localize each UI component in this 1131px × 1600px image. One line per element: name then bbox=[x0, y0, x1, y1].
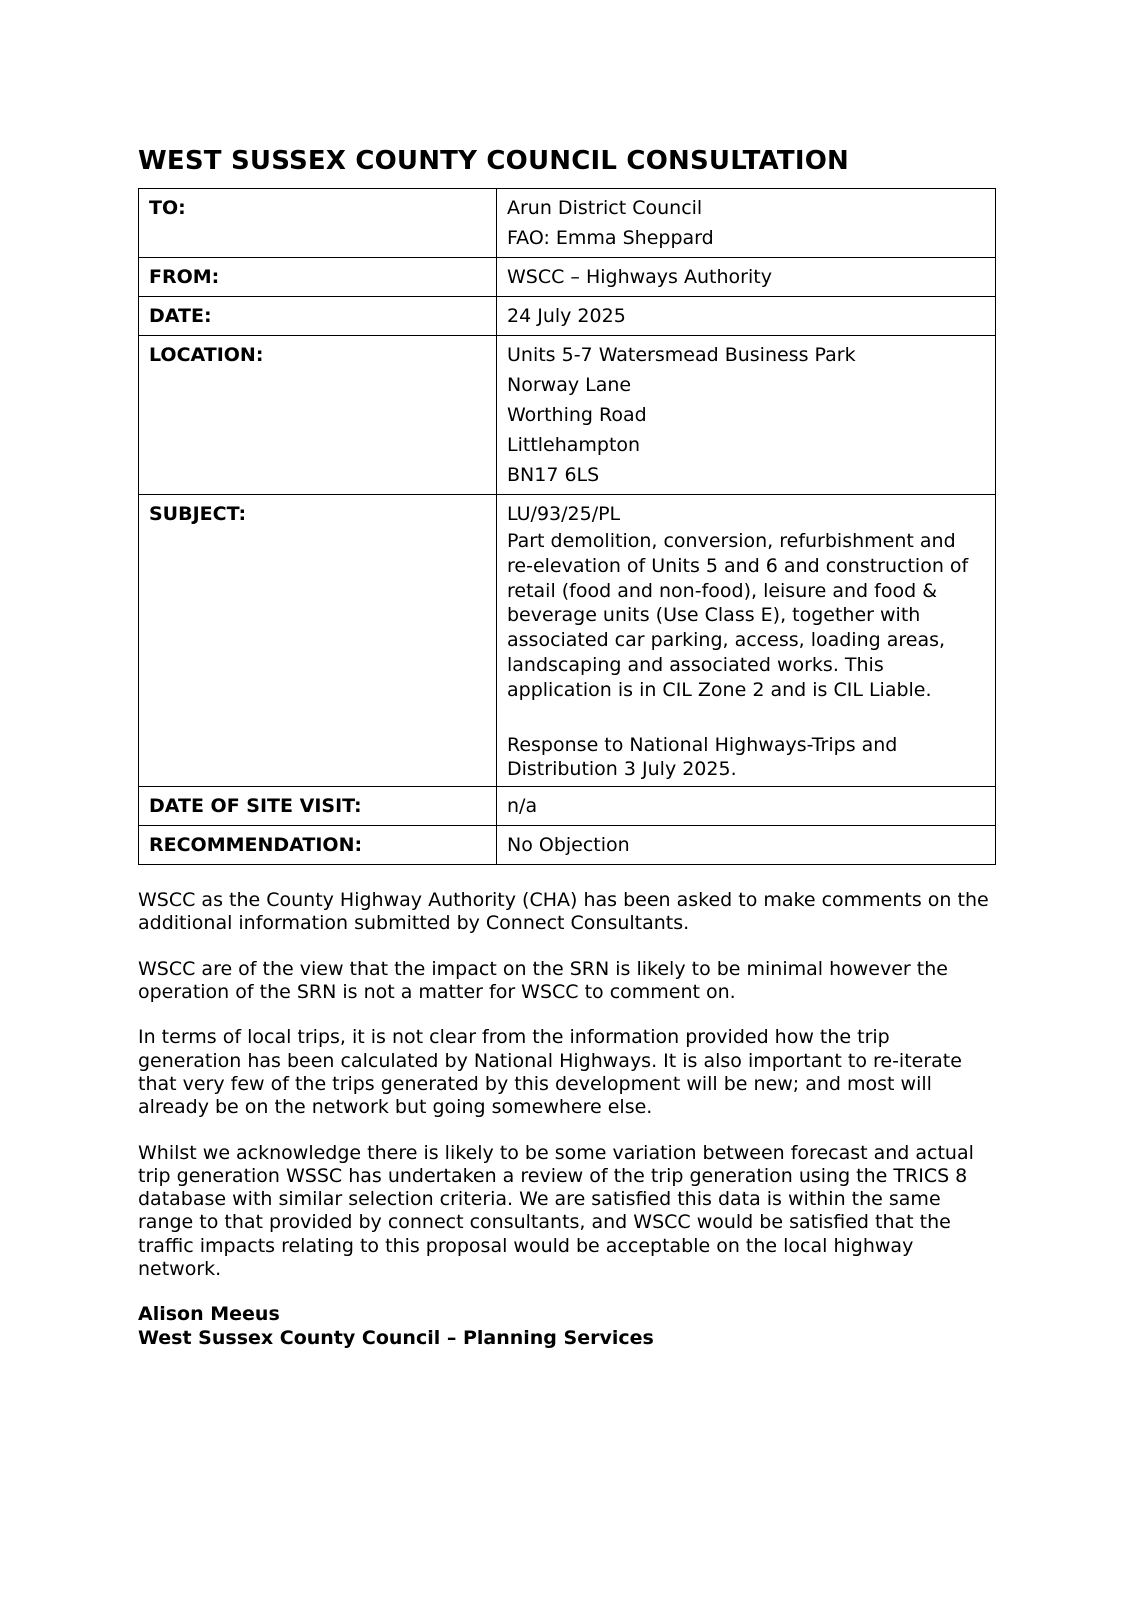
to-label: TO: bbox=[139, 189, 497, 258]
location-line: BN17 6LS bbox=[507, 464, 600, 486]
from-label: FROM: bbox=[139, 258, 497, 297]
location-label: LOCATION: bbox=[139, 336, 497, 495]
location-line: Worthing Road bbox=[507, 404, 647, 426]
site-visit-value: n/a bbox=[497, 787, 996, 826]
to-line: FAO: Emma Sheppard bbox=[507, 227, 714, 249]
table-row-location bbox=[139, 336, 996, 495]
table-row-from bbox=[139, 258, 996, 297]
recommendation-value: No Objection bbox=[497, 826, 996, 865]
to-value bbox=[497, 189, 996, 258]
table-row-recommendation bbox=[139, 826, 996, 865]
signature-block bbox=[138, 1303, 996, 1350]
signatory-organisation: West Sussex County Council – Planning Services bbox=[138, 1326, 654, 1349]
signatory-name: Alison Meeus bbox=[138, 1303, 280, 1326]
site-visit-label: DATE OF SITE VISIT: bbox=[139, 787, 497, 826]
location-line: Norway Lane bbox=[507, 374, 632, 396]
body-paragraph: WSCC as the County Highway Authority (CHA) has been asked to make comments on the additional information submitted by Connect Consultants. bbox=[138, 889, 989, 935]
from-value: WSCC – Highways Authority bbox=[497, 258, 996, 297]
to-line: Arun District Council bbox=[507, 197, 703, 219]
subject-value bbox=[497, 495, 996, 787]
subject-response: Response to National Highways-Trips and Distribution 3 July 2025. bbox=[507, 733, 898, 781]
location-line: Units 5-7 Watersmead Business Park bbox=[507, 344, 856, 366]
subject-label: SUBJECT: bbox=[139, 495, 497, 787]
body-paragraph: Whilst we acknowledge there is likely to be some variation between forecast and actual trip generation WSSC has undertaken a review of the trip generation using the TRICS 8 database with similar selection criteria. We are satisfied this data is within the same range to that provided by connect consultants, and WSCC would be satisfied that the traffic impacts relating to this proposal would be acceptable on the local highway network. bbox=[138, 1141, 974, 1281]
document-title: WEST SUSSEX COUNTY COUNCIL CONSULTATION bbox=[138, 146, 849, 176]
table-row-date bbox=[139, 297, 996, 336]
response-body bbox=[138, 889, 996, 1281]
subject-spacer bbox=[507, 703, 985, 733]
consultation-document bbox=[138, 146, 996, 1350]
table-row-subject bbox=[139, 495, 996, 787]
recommendation-label: RECOMMENDATION: bbox=[139, 826, 497, 865]
table-row-to bbox=[139, 189, 996, 258]
consultation-details-table bbox=[138, 188, 996, 865]
location-line: Littlehampton bbox=[507, 434, 641, 456]
date-label: DATE: bbox=[139, 297, 497, 336]
subject-reference: LU/93/25/PL bbox=[507, 503, 621, 525]
table-row-site-visit bbox=[139, 787, 996, 826]
location-value bbox=[497, 336, 996, 495]
subject-description: Part demolition, conversion, refurbishment and re-elevation of Units 5 and 6 and construction of retail (food and non-food), leisure and food & beverage units (Use Class E), together with associated car parking, access, loading areas, landscaping and associated works. This application is in CIL Zone 2 and is CIL Liable. bbox=[507, 530, 969, 701]
date-value: 24 July 2025 bbox=[497, 297, 996, 336]
body-paragraph: In terms of local trips, it is not clear from the information provided how the trip generation has been calculated by National Highways. It is also important to re-iterate that very few of the trips generated by this development will be new; and most will already be on the network but going somewhere else. bbox=[138, 1026, 962, 1119]
body-paragraph: WSCC are of the view that the impact on the SRN is likely to be minimal however the operation of the SRN is not a matter for WSCC to comment on. bbox=[138, 957, 948, 1004]
